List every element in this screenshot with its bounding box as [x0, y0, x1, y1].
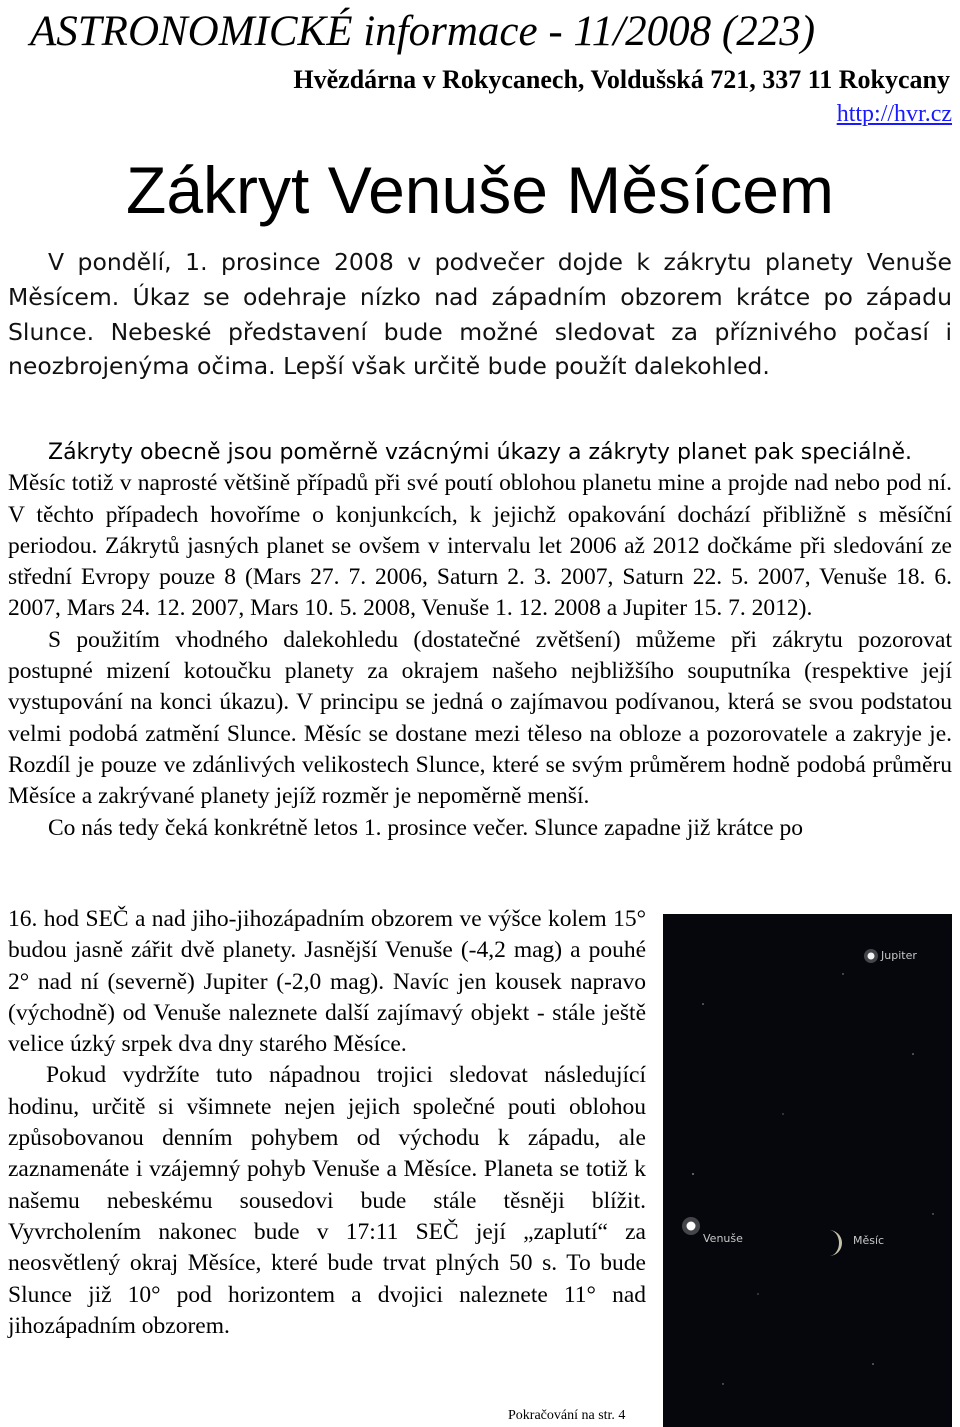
body-text-column: [8, 904, 646, 1342]
paragraph-occultation: Pokud vydržíte tuto nápadnou trojici sledovat následující hodinu, určitě si všimnete nejen jejich společné pouti oblohou způsobovanou denním pohybem od východu k západu, ale zaznamenáte i vzájemný pohyb Venuše a Měsíce. Planeta se totiž k našemu nebeskému sousedovi bude stále těsněji blížit. Vyvrcholením nakonec bude v 17:11 SEČ její „zaplutí“ za neosvětlený okraj Měsíce, které bude trvat plných 50 s. To bude Slunce již 10° pod horizontem a dvojici naleznete 11° nad jihozápadním obzorem.: [8, 1062, 646, 1339]
lead-paragraph-block: [8, 245, 952, 384]
moon-label: Měsíc: [853, 1234, 885, 1247]
jupiter-icon: [864, 949, 878, 963]
venus-icon: [682, 1217, 700, 1235]
continued-note: Pokračování na str. 4: [508, 1408, 626, 1423]
sky-chart-image: [663, 914, 952, 1427]
website-link[interactable]: http://hvr.cz: [836, 101, 952, 127]
paragraph-conjunctions: Měsíc totiž v naprosté většině případů při své poutí oblohou planetu mine a projde nad nebo pod ní. V těchto případech hovoříme o konjunkcích, k jejichž opakování dochází přibližně s měsíční periodou. Zákrytů jasných planet se ovšem v intervalu let 2006 až 2012 dočkáme při sledování ze střední Evropy pouze 8 (Mars 27. 7. 2006, Saturn 2. 3. 2007, Saturn 22. 5. 2007, Venuše 18. 6. 2007, Mars 24. 12. 2007, Mars 10. 5. 2008, Venuše 1. 12. 2008 a Jupiter 15. 7. 2012).: [8, 470, 952, 622]
article-headline: Zákryt Venuše Měsícem: [126, 153, 834, 227]
observatory-address: Hvězdárna v Rokycanech, Voldušská 721, 337 11 Rokycany: [293, 65, 950, 94]
newsletter-title: ASTRONOMICKÉ informace - 11/2008 (223): [30, 8, 816, 55]
lead-paragraph-2: Zákryty obecně jsou poměrně vzácnými úkazy a zákryty planet pak speciálně.: [48, 440, 913, 465]
sky-chart-svg: [663, 914, 952, 1427]
paragraph-planets: 16. hod SEČ a nad jiho-jihozápadním obzorem ve výšce kolem 15° budou jasně zářit dvě planety. Jasnější Venuše (-4,2 mag) a pouhé 2° nad ní (severně) Jupiter (-2,0 mag). Navíc jen kousek napravo (východně) od Venuše naleznete další zajímavý objekt - stále ještě velice úzký srpek dva dny starého Měsíce.: [8, 906, 646, 1058]
lead-paragraph: V pondělí, 1. prosince 2008 v podvečer dojde k zákrytu planety Venuše Měsícem. Úkaz se odehraje nízko nad západním obzorem krátce po západu Slunce. Nebeské představení bude možné sledovat za příznivého počasí i neozbrojenýma očima. Lepší však určitě bude použít dalekohled.: [8, 248, 952, 381]
venus-label: Venuše: [703, 1232, 743, 1245]
body-text-full-width: [8, 437, 952, 844]
jupiter-label: Jupiter: [881, 949, 917, 962]
paragraph-december: Co nás tedy čeká konkrétně letos 1. prosince večer. Slunce zapadne již krátce po: [48, 814, 803, 841]
paragraph-telescope: S použitím vhodného dalekohledu (dostatečné zvětšení) můžeme při zákrytu pozorovat postupné mizení kotoučku planety za okrajem našeho nejbližšího souputníka (respektive její vystupování na konci úkazu). V principu se jedná o zajímavou podívanou, která se svou podstatou velmi podobá zatmění Slunce. Měsíc se dostane mezi těleso na obloze a pozorovatele a zakryje je. Rozdíl je pouze ve zdánlivých velikostech Slunce, které se svým průměrem hodně podobá průměru Měsíce a zakrývané planety jejíž rozměr je nepoměrně menší.: [8, 626, 952, 810]
